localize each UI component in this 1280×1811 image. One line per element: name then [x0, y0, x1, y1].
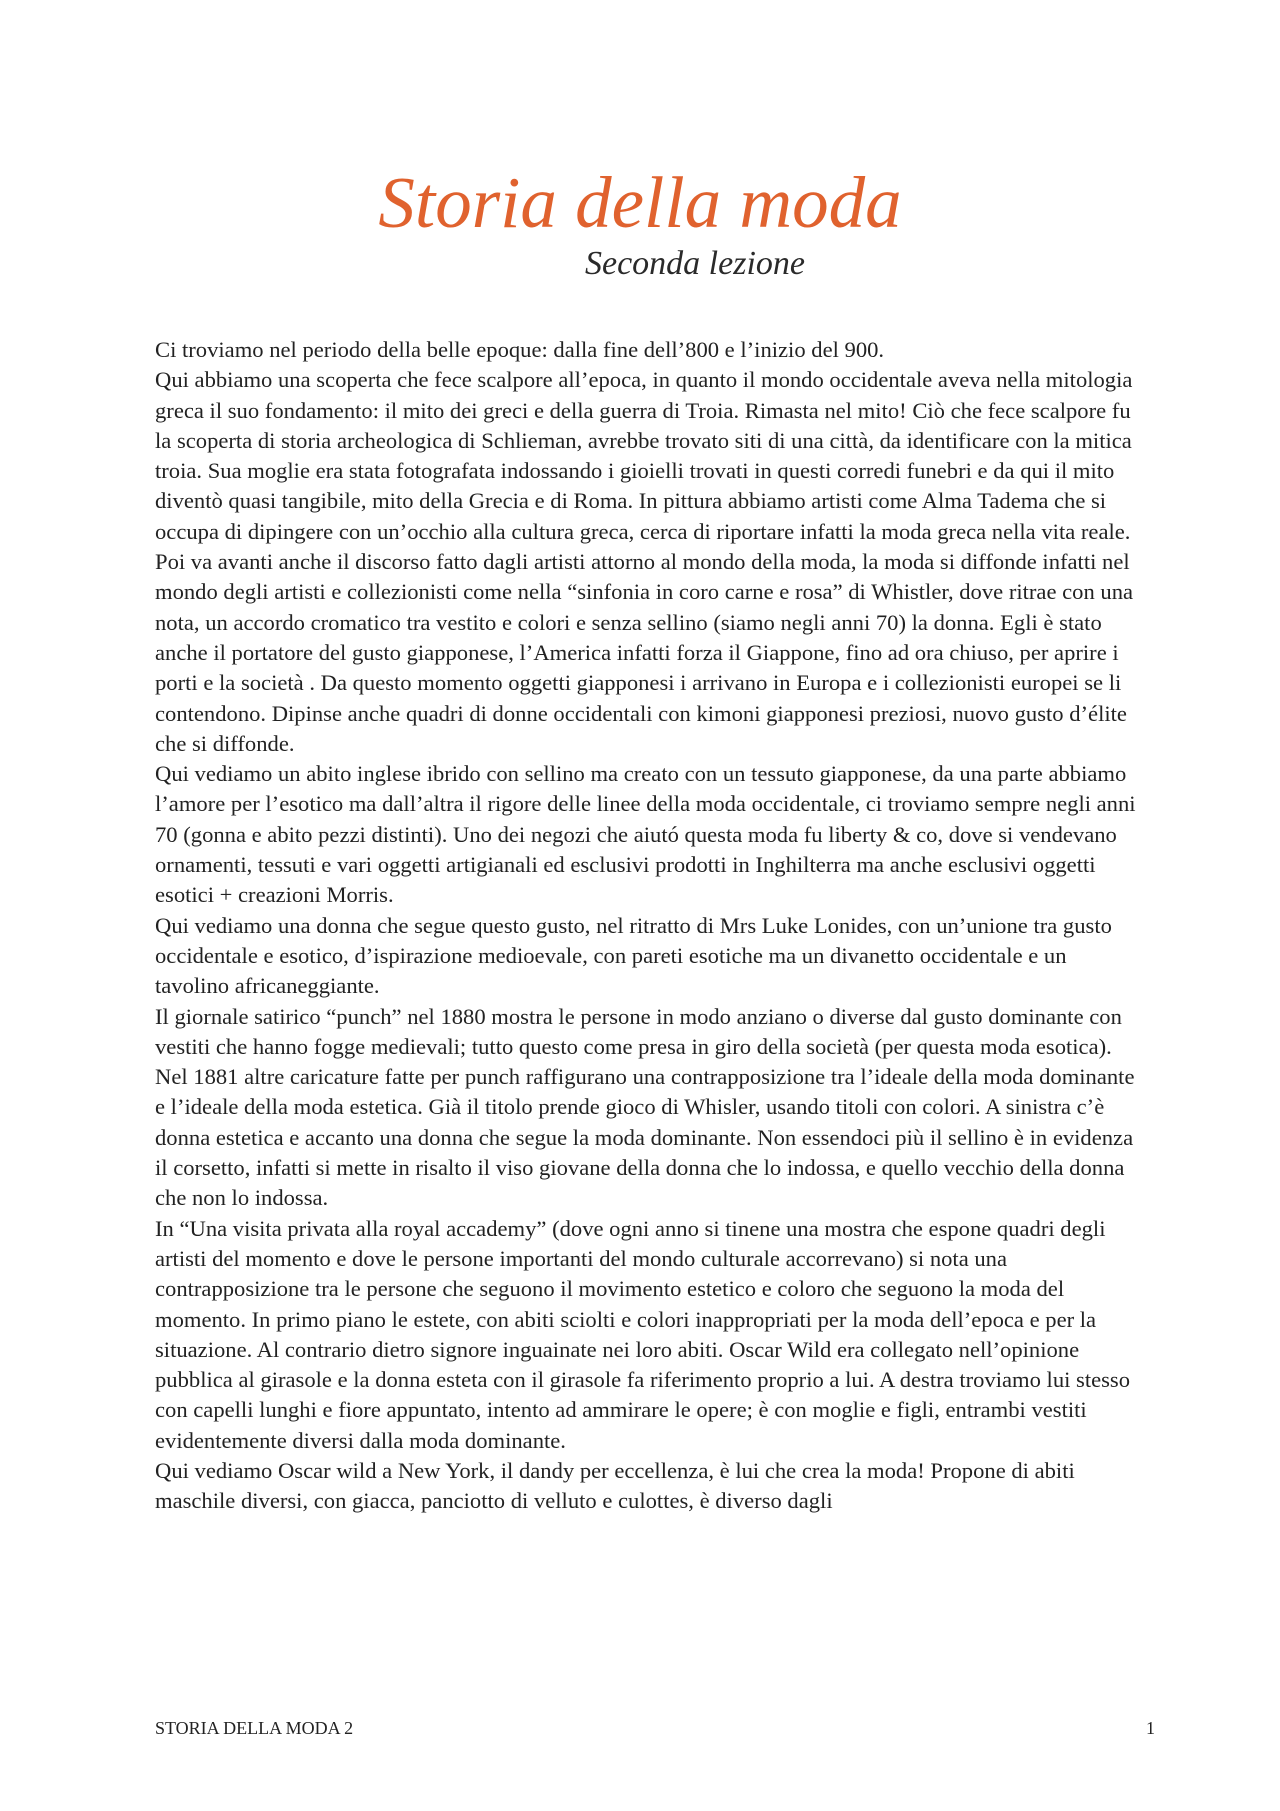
paragraph-1: Ci troviamo nel periodo della belle epoque: dalla fine dell’800 e l’inizio del 900.: [155, 337, 885, 362]
paragraph-8: Qui vediamo Oscar wild a New York, il dandy per eccellenza, è lui che crea la moda! Propone di abiti maschile diversi, con giacca, panciotto di velluto e culottes, è diverso dagli: [155, 1457, 1075, 1514]
paragraph-2: Qui abbiamo una scoperta che fece scalpore all’epoca, in quanto il mondo occidentale aveva nella mitologia greca il suo fondamento: il mito dei greci e della guerra di Troia. Rimasta nel mito! Ciò che fece scalpore fu la scoperta di storia archeologica di Schlieman, avrebbe trovato siti di una città, da identificare con la mitica troia. Sua moglie era stata fotografata indossando i gioielli trovati in questi corredi funebri e da qui il mito diventò quasi tangibile, mito della Grecia e di Roma. In pittura abbiamo artisti come Alma Tadema che si occupa di dipingere con un’occhio alla cultura greca, cerca di riportare infatti la moda greca nella vita reale. Poi va avanti anche il discorso fatto dagli artisti attorno al mondo della moda, la moda si diffonde infatti nel mondo degli artisti e collezionisti come nella “sinfonia in coro carne e rosa” di Whistler, dove ritrae con una nota, un accordo cromatico tra vestito e colori e senza sellino (siamo negli anni 70) la donna. Egli è stato anche il portatore del gusto giapponese, l’America infatti forza il Giappone, fino ad ora chiuso, per aprire i porti e la società . Da questo momento oggetti giapponesi i arrivano in Europa e i collezionisti europei se li contendono. Dipinse anche quadri di donne occidentali con kimoni giapponesi preziosi, nuovo gusto d’élite che si diffonde.: [155, 367, 1134, 756]
paragraph-5: Il giornale satirico “punch” nel 1880 mostra le persone in modo anziano o diverse dal gusto dominante con vestiti che hanno fogge medievali; tutto questo come presa in giro della società (per questa moda esotica).: [155, 1003, 1122, 1059]
paragraph-3: Qui vediamo un abito inglese ibrido con sellino ma creato con un tessuto giapponese, da una parte abbiamo l’amore per l’esotico ma dall’altra il rigore delle linee della moda occidentale, ci troviamo sempre negli anni 70 (gonna e abito pezzi distinti). Uno dei negozi che aiutó questa moda fu liberty & co, dove si vendevano ornamenti, tessuti e vari oggetti artigianali ed esclusivi prodotti in Inghilterra ma anche esclusivi oggetti esotici + creazioni Morris.: [155, 761, 1136, 908]
page-footer: STORIA DELLA MODA 2: [155, 1718, 354, 1738]
document-subtitle: Seconda lezione: [585, 245, 805, 282]
paragraph-7: In “Una visita privata alla royal accademy” (dove ogni anno si tinene una mostra che espone quadri degli artisti del momento e dove le persone importanti del mondo culturale accorrevano) si nota una contrapposizione tra le persone che seguono il movimento estetico e coloro che seguono la moda del momento. In primo piano le estete, con abiti sciolti e colori inappropriati per la moda dell’epoca e per la situazione. Al contrario dietro signore inguainate nei loro abiti. Oscar Wild era collegato nell’opinione pubblica al girasole e la donna esteta con il girasole fa riferimento proprio a lui. A destra troviamo lui stesso con capelli lunghi e fiore appuntato, intento ad ammirare le opere; è con moglie e figli, entrambi vestiti evidentemente diversi dalla moda dominante.: [155, 1215, 1131, 1453]
body-text: [155, 335, 1140, 1517]
document-title: Storia della moda: [378, 162, 902, 243]
page-number: 1: [1146, 1718, 1155, 1738]
paragraph-4: Qui vediamo una donna che segue questo gusto, nel ritratto di Mrs Luke Lonides, con un’unione tra gusto occidentale e esotico, d’ispirazione medioevale, con pareti esotiche ma un divanetto occidentale e un tavolino africaneggiante.: [155, 912, 1112, 999]
paragraph-6: Nel 1881 altre caricature fatte per punch raffigurano una contrapposizione tra l’ideale della moda dominante e l’ideale della moda estetica. Già il titolo prende gioco di Whisler, usando titoli con colori. A sinistra c’è donna estetica e accanto una donna che segue la moda dominante. Non essendoci più il sellino è in evidenza il corsetto, infatti si mette in risalto il viso giovane della donna che lo indossa, e quello vecchio della donna che non lo indossa.: [155, 1064, 1135, 1211]
